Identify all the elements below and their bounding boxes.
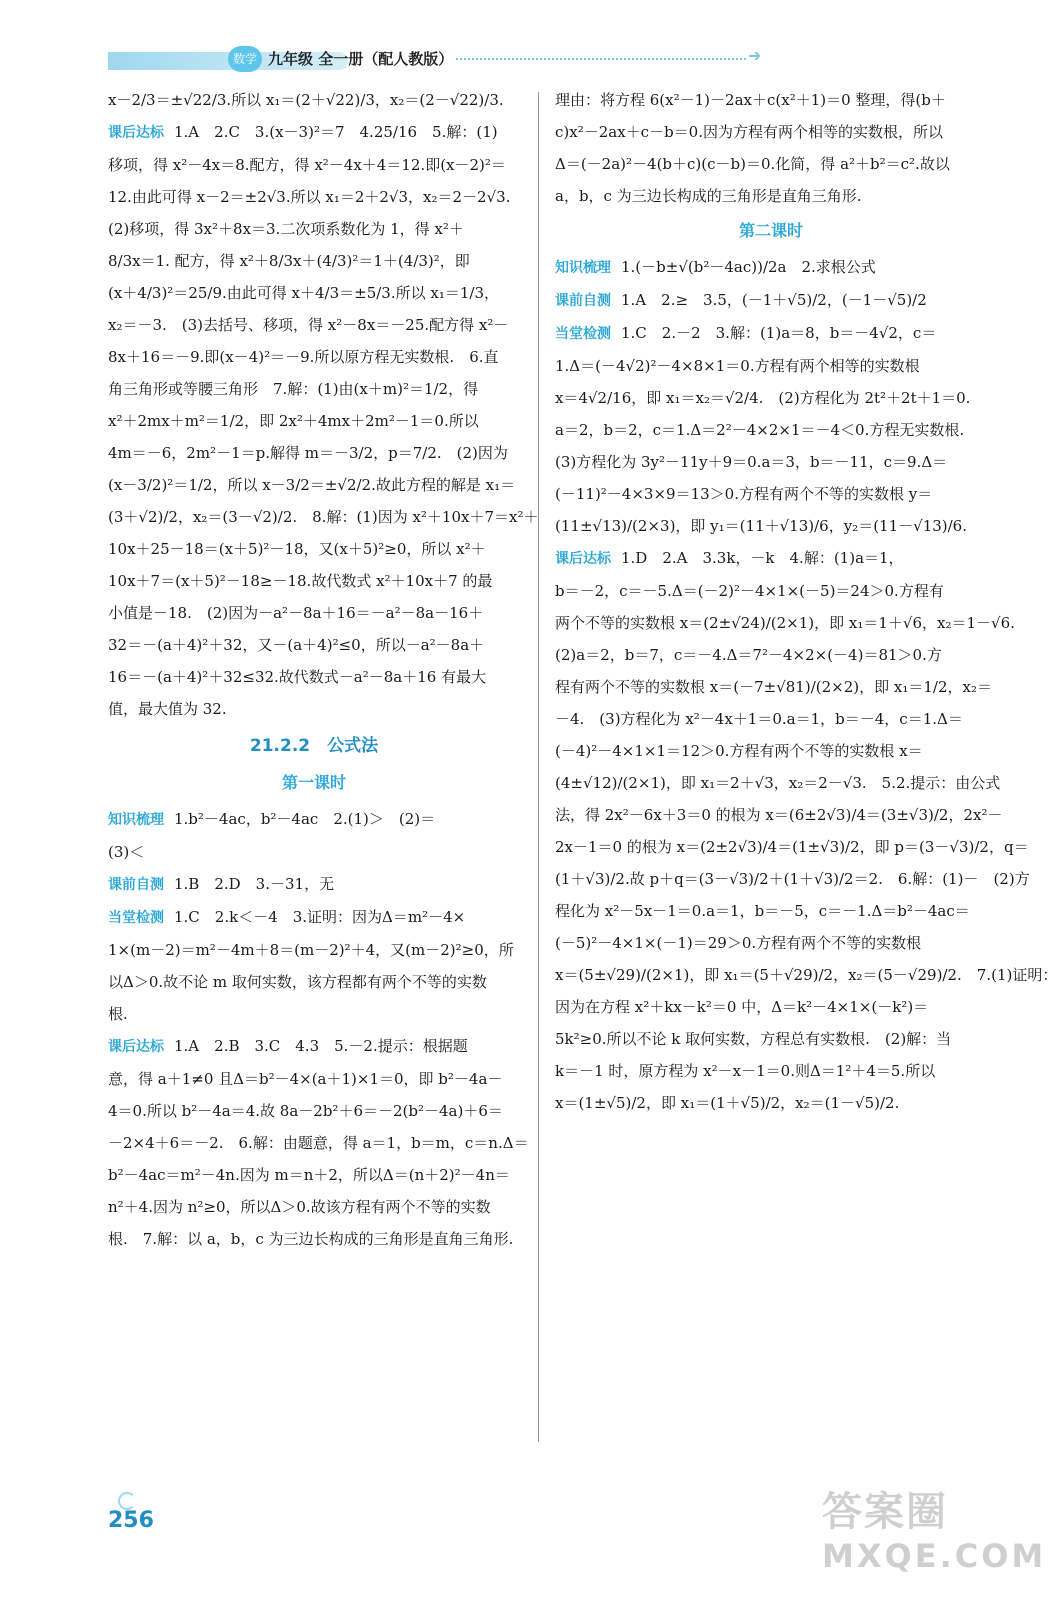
answer-text: (2)移项，得 3x²＋8x＝3.二次项系数化为 1，得 x²＋ [108, 220, 464, 238]
answer-line [555, 997, 987, 1017]
answer-text: 4m＝－6，2m²－1＝p.解得 m＝－3/2，p＝7/2. (2)因为 [108, 444, 508, 462]
answer-line [108, 507, 539, 527]
answer-text: b²－4ac＝m²－4n.因为 m＝n＋2，所以Δ＝(n＋2)²－4n＝ [108, 1166, 510, 1184]
answer-line [555, 186, 987, 206]
watermark-logo [822, 1480, 1047, 1580]
answer-text: 值，最大值为 32. [108, 700, 227, 718]
answer-line [108, 809, 520, 830]
answer-text: c)x²－2ax＋c－b＝0.因为方程有两个相等的实数根，所以 [555, 123, 943, 141]
answer-line [555, 388, 987, 408]
answer-text: 意，得 a＋1≠0 且Δ＝b²－4×(a＋1)×1＝0，即 b²－4a－ [108, 1070, 503, 1088]
answer-line [108, 443, 520, 463]
answer-line [108, 1165, 520, 1185]
answer-line [555, 741, 987, 761]
answer-line [555, 1061, 987, 1081]
answer-text: (－11)²－4×3×9＝13＞0.方程有两个不等的实数根 y＝ [555, 485, 933, 503]
answer-line [555, 869, 1030, 889]
answer-text: 小值是－18. (2)因为－a²－8a＋16＝－a²－8a－16＋ [108, 604, 484, 622]
section-label: 知识梳理 [555, 260, 611, 276]
answer-line [108, 90, 520, 110]
answer-text: 8/3x＝1. 配方，得 x²＋8/3x＋(4/3)²＝1＋(4/3)²，即 [108, 252, 470, 270]
answer-text: (－5)²－4×1×(－1)＝29＞0.方程有两个不等的实数根 [555, 934, 922, 952]
answer-text: 理由：将方程 6(x²－1)－2ax＋c(x²＋1)＝0 整理，得(b＋ [555, 91, 946, 109]
answer-line [555, 933, 987, 953]
answer-line [108, 1069, 520, 1089]
answer-text: 1.b²－4ac，b²－4ac 2.(1)＞ (2)＝ [174, 810, 436, 828]
answer-text: 1.A 2.B 3.C 4.3 5.－2.提示：根据题 [174, 1037, 468, 1055]
watermark-text-top: 答案圈 [822, 1489, 948, 1535]
answer-line [108, 1101, 520, 1121]
answer-line [555, 90, 987, 110]
answer-line [555, 645, 987, 665]
answer-text: (x＋4/3)²＝25/9.由此可得 x＋4/3＝±5/3.所以 x₁＝1/3， [108, 284, 499, 302]
answer-text: 1.A 2.C 3.(x－3)²＝7 4.25/16 5.解：(1) [174, 123, 498, 141]
answer-line [108, 379, 520, 399]
answer-line [108, 283, 520, 303]
answer-text: 两个不等的实数根 x＝(2±√24)/(2×1)，即 x₁＝1＋√6，x₂＝1－√6. [555, 614, 1015, 632]
answer-line [108, 571, 520, 591]
answer-text: (x－3/2)²＝1/2，所以 x－3/2＝±√2/2.故此方程的解是 x₁＝ [108, 476, 516, 494]
answer-line [108, 475, 520, 495]
answer-line [108, 155, 520, 175]
left-answers-block-2 [108, 809, 529, 1249]
answer-text: (3)＜ [108, 843, 145, 861]
answer-text: x＝(1±√5)/2，即 x₁＝(1＋√5)/2，x₂＝(1－√5)/2. [555, 1094, 900, 1112]
answer-line [555, 452, 987, 472]
answer-text: k＝－1 时，原方程为 x²－x－1＝0.则Δ＝1²＋4＝5.所以 [555, 1062, 936, 1080]
answer-text: n²＋4.因为 n²≥0，所以Δ＞0.故该方程有两个不等的实数 [108, 1198, 491, 1216]
section-label: 课后达标 [555, 551, 611, 567]
lesson-title-first: 第一课时 [281, 773, 346, 792]
answer-line [108, 603, 520, 623]
watermark-text-bottom: MXQE.COM [822, 1537, 1047, 1575]
answer-text: 以Δ＞0.故不论 m 取何实数，该方程都有两个不等的实数 [108, 973, 487, 991]
answer-text: 角三角形或等腰三角形 7.解：(1)由(x＋m)²＝1/2，得 [108, 380, 479, 398]
answer-text: x²＋2mx＋m²＝1/2，即 2x²＋4mx＋2m²－1＝0.所以 [108, 412, 479, 430]
answer-text: (4±√12)/(2×1)，即 x₁＝2＋√3，x₂＝2－√3. 5.2.提示：由公式 [555, 774, 1001, 792]
left-column [108, 90, 539, 1261]
answer-line [108, 1133, 529, 1153]
answer-text: 1.B 2.D 3.－31，无 [174, 875, 335, 893]
answer-line [555, 290, 987, 311]
section-label: 当堂检测 [108, 910, 164, 926]
answer-text: 法，得 2x²－6x＋3＝0 的根为 x＝(6±2√3)/4＝(3±√3)/2，2x²－ [555, 806, 1003, 824]
answer-line [108, 1229, 520, 1249]
answer-line [555, 1029, 987, 1049]
answer-line [108, 842, 520, 862]
answer-text: 1.C 2.k＜－4 3.证明：因为Δ＝m²－4× [174, 908, 466, 926]
answer-line [555, 965, 1057, 985]
answer-line [555, 1093, 987, 1113]
answer-line [555, 901, 987, 921]
answer-line [108, 667, 520, 687]
answer-line [555, 154, 987, 174]
section-label: 课前自测 [555, 293, 611, 309]
answer-text: －2×4＋6＝－2. 6.解：由题意，得 a＝1，b＝m，c＝n.Δ＝ [108, 1134, 529, 1152]
answer-text: 10x＋25－18＝(x＋5)²－18，又(x＋5)²≥0，所以 x²＋ [108, 540, 486, 558]
answer-text: x₂＝－3. (3)去括号、移项，得 x²－8x＝－25.配方得 x²－ [108, 316, 509, 334]
answer-text: 根. [108, 1005, 128, 1023]
answer-text: b＝－2，c＝－5.Δ＝(－2)²－4×1×(－5)＝24＞0.方程有 [555, 582, 944, 600]
answer-line [108, 187, 520, 207]
answer-text: 1.Δ＝(－4√2)²－4×8×1＝0.方程有两个相等的实数根 [555, 357, 920, 375]
answer-text: a，b，c 为三边长构成的三角形是直角三角形. [555, 187, 862, 205]
answer-line [555, 122, 987, 142]
answer-line [555, 257, 987, 278]
answer-line [555, 420, 987, 440]
answer-line [555, 516, 987, 536]
subject-badge: 数学 [228, 46, 262, 72]
answer-line [108, 347, 520, 367]
answer-text: 16＝－(a＋4)²＋32≤32.故代数式－a²－8a＋16 有最大 [108, 668, 487, 686]
header-dotted-line [456, 58, 746, 60]
section-title: 21.2.2 公式法 [249, 736, 379, 756]
answer-text: 程有两个不等的实数根 x＝(－7±√81)/(2×2)，即 x₁＝1/2，x₂＝ [555, 678, 992, 696]
answer-line [108, 1197, 520, 1217]
answer-text: 1.(－b±√(b²－4ac))/2a 2.求根公式 [621, 258, 876, 276]
answer-line [108, 940, 520, 960]
left-answers-block [108, 90, 539, 719]
right-answers-block [555, 90, 987, 206]
answer-line [108, 699, 520, 719]
answer-line [555, 581, 987, 601]
answer-text: x＝4√2/16，即 x₁＝x₂＝√2/4. (2)方程化为 2t²＋2t＋1＝0. [555, 389, 971, 407]
answer-text: 根. 7.解：以 a，b，c 为三边长构成的三角形是直角三角形. [108, 1230, 514, 1248]
answer-line [108, 635, 520, 655]
answer-line [555, 837, 1029, 857]
answer-line [108, 122, 520, 143]
section-label: 课后达标 [108, 1039, 164, 1055]
answer-text: a＝2，b＝2，c＝1.Δ＝2²－4×2×1＝－4＜0.方程无实数根. [555, 421, 965, 439]
answer-text: 因为在方程 x²＋kx－k²＝0 中，Δ＝k²－4×1×(－k²)＝ [555, 998, 929, 1016]
section-label: 当堂检测 [555, 326, 611, 342]
answer-text: (3)方程化为 3y²－11y＋9＝0.a＝3，b＝－11，c＝9.Δ＝ [555, 453, 948, 471]
answer-text: 程化为 x²－5x－1＝0.a＝1，b＝－5，c＝－1.Δ＝b²－4ac＝ [555, 902, 970, 920]
answer-line [108, 219, 520, 239]
answer-text: 1.A 2.≥ 3.5，(－1＋√5)/2，(－1－√5)/2 [621, 291, 927, 309]
answer-line [555, 484, 987, 504]
answer-line [108, 315, 520, 335]
answer-line [555, 677, 992, 697]
answer-line [108, 874, 520, 895]
answer-text: －4. (3)方程化为 x²－4x＋1＝0.a＝1，b＝－4，c＝1.Δ＝ [555, 710, 963, 728]
section-label: 知识梳理 [108, 812, 164, 828]
answer-text: (1＋√3)/2.故 p＋q＝(3－√3)/2＋(1＋√3)/2＝2. 6.解：(1)－ (2)方 [555, 870, 1030, 888]
right-column [555, 90, 1057, 1125]
right-answers-block-2 [555, 257, 1057, 1113]
answer-text: 12.由此可得 x－2＝±2√3.所以 x₁＝2＋2√3，x₂＝2－2√3. [108, 188, 511, 206]
answer-line [555, 323, 987, 344]
answer-line [108, 539, 520, 559]
page-number: 256 [108, 1508, 154, 1533]
answer-text: (11±√13)/(2×3)，即 y₁＝(11＋√13)/6，y₂＝(11－√13)/6. [555, 517, 967, 535]
answer-text: x－2/3＝±√22/3.所以 x₁＝(2＋√22)/3，x₂＝(2－√22)/3. [108, 91, 504, 109]
answer-line [555, 356, 987, 376]
section-label: 课后达标 [108, 125, 164, 141]
answer-line [108, 972, 520, 992]
answer-line [555, 613, 1015, 633]
answer-text: 32＝－(a＋4)²＋32，又－(a＋4)²≤0，所以－a²－8a＋ [108, 636, 485, 654]
answer-text: 8x＋16＝－9.即(x－4)²＝－9.所以原方程无实数根. 6.直 [108, 348, 499, 366]
section-label: 课前自测 [108, 877, 164, 893]
answer-text: x＝(5±√29)/(2×1)，即 x₁＝(5＋√29)/2，x₂＝(5－√29)/2. 7.(1)证明： [555, 966, 1057, 984]
answer-text: 10x＋7＝(x＋5)²－18≥－18.故代数式 x²＋10x＋7 的最 [108, 572, 493, 590]
answer-line [108, 907, 520, 928]
answer-text: 1.C 2.－2 3.解：(1)a＝8，b＝－4√2，c＝ [621, 324, 937, 342]
page-header [108, 38, 762, 78]
answer-text: (2)a＝2，b＝7，c＝－4.Δ＝7²－4×2×(－4)＝81＞0.方 [555, 646, 942, 664]
answer-text: 4＝0.所以 b²－4a＝4.故 8a－2b²＋6＝－2(b²－4a)＋6＝ [108, 1102, 503, 1120]
answer-line [555, 805, 1003, 825]
answer-text: 5k²≥0.所以不论 k 取何实数，方程总有实数根. (2)解：当 [555, 1030, 952, 1048]
answer-text: 移项，得 x²－4x＝8.配方，得 x²－4x＋4＝12.即(x－2)²＝ [108, 156, 506, 174]
answer-line [108, 411, 520, 431]
answer-text: 2x－1＝0 的根为 x＝(2±2√3)/4＝(1±√3)/2，即 p＝(3－√3)/2，q＝ [555, 838, 1029, 856]
answer-line [555, 709, 987, 729]
answer-text: (3＋√2)/2，x₂＝(3－√2)/2. 8.解：(1)因为 x²＋10x＋7＝x²＋ [108, 508, 539, 526]
book-title: 九年级 全一册（配人教版） [268, 50, 454, 68]
answer-text: (－4)²－4×1×1＝12＞0.方程有两个不等的实数根 x＝ [555, 742, 923, 760]
answer-text: 1×(m－2)＝m²－4m＋8＝(m－2)²＋4，又(m－2)²≥0，所 [108, 941, 514, 959]
answer-line [555, 548, 987, 569]
answer-line [555, 773, 1001, 793]
lesson-title-second: 第二课时 [738, 221, 803, 240]
answer-line [108, 1004, 520, 1024]
answer-line [108, 1036, 520, 1057]
answer-text: Δ＝(－2a)²－4(b＋c)(c－b)＝0.化简，得 a²＋b²＝c².故以 [555, 155, 950, 173]
answer-line [108, 251, 520, 271]
column-divider [538, 92, 539, 1442]
answer-text: 1.D 2.A 3.3k，－k 4.解：(1)a＝1， [621, 549, 904, 567]
arrow-right-icon: ➜ [748, 46, 762, 65]
